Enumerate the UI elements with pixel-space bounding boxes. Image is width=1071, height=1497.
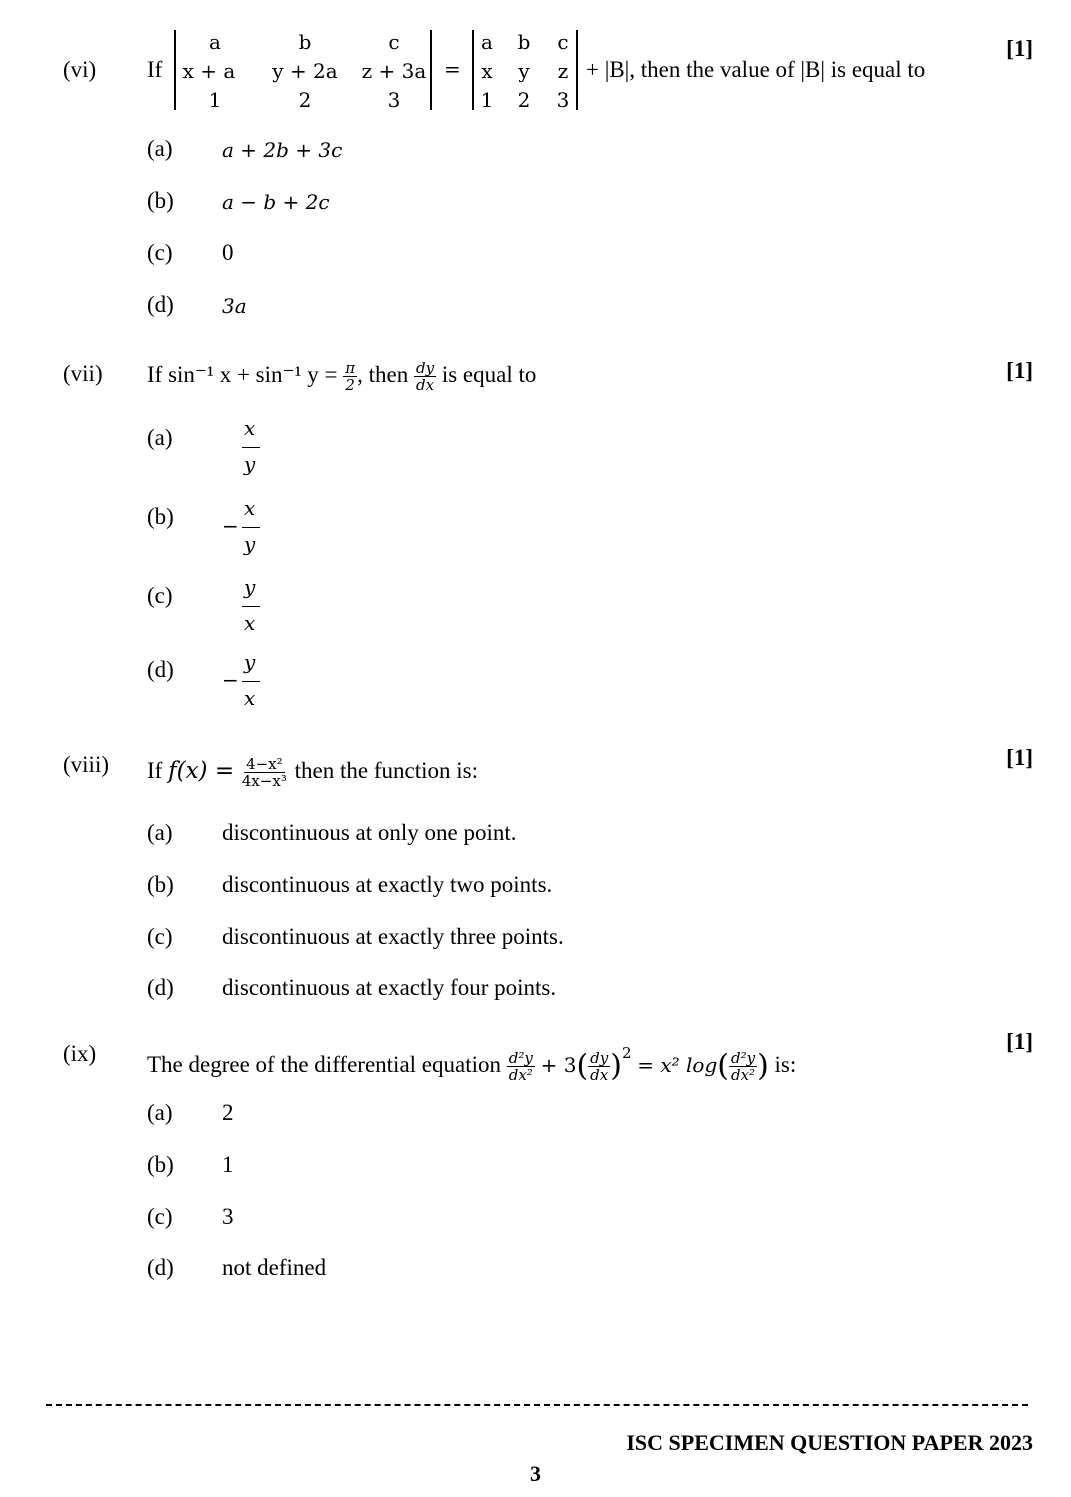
option-text: 1 [222,1152,234,1177]
option-label: (a) [147,425,173,450]
marks-badge: [1] [1006,745,1033,770]
question-number: (ix) [63,1041,97,1066]
det-cell: c [557,30,569,54]
option-text: discontinuous at exactly two points. [222,872,553,897]
det-cell: 2 [517,88,531,112]
option-text: not defined [222,1255,327,1280]
stem-text: is equal to [441,362,537,387]
det-cell: y + 2a [272,59,338,83]
option-fraction: − y x [222,650,262,714]
det-cell: c [388,30,400,54]
determinant-left [172,30,434,110]
stem-text: then the function is: [294,758,478,783]
option-text: 0 [222,240,234,265]
equals-sign: = [444,57,461,81]
fraction-d2y-dx2: $\frac{\text{d²y}}{\text{dx²}}$ [730,1048,756,1085]
option-fraction: − x y [222,496,262,560]
det-cell: 1 [208,88,222,112]
question-stem-prefix: If [147,57,163,82]
option-label: (b) [147,1152,174,1177]
question-number: (viii) [63,752,109,777]
footer-divider [46,1404,1028,1406]
det-cell: x + a [182,59,236,83]
det-cell: z + 3a [361,59,427,83]
footer-title: ISC SPECIMEN QUESTION PAPER 2023 [626,1430,1033,1455]
option-label: (c) [147,924,173,949]
option-text: a − b + 2c [222,190,330,214]
option-label: (b) [147,188,174,213]
rhs: = x² log [637,1053,718,1077]
det-cell: 2 [298,88,312,112]
marks-badge: [1] [1006,36,1033,61]
fraction-dy-dx: $\frac{dy}{dx}$ [415,358,435,395]
det-cell: x [481,59,493,83]
det-cell: a [481,30,493,54]
question-stem [147,746,478,796]
exponent: 2 [621,1044,632,1062]
option-label: (d) [147,292,174,317]
question-stem [147,353,536,397]
determinant-right [470,30,580,110]
fraction-f: $\frac{\text{4−x²}}{\text{4x−x³}}$ [241,754,287,791]
option-label: (a) [147,820,173,845]
plus-three: + 3 [540,1053,577,1077]
stem-text: If sin⁻¹ x + sin⁻¹ y = [147,362,338,387]
option-fraction: y x [222,575,262,639]
option-label: (c) [147,240,173,265]
option-label: (a) [147,136,173,161]
function-label: f(x) = [168,758,235,784]
det-cell: 1 [480,88,494,112]
stem-text: , then [357,362,409,387]
option-text: discontinuous at exactly four points. [222,975,557,1000]
option-label: (d) [147,975,174,1000]
page-number: 3 [530,1461,541,1486]
fraction-pi-over-2: $\frac{\pi}{2}$ [345,358,356,395]
det-cell: 3 [387,88,401,112]
marks-badge: [1] [1006,358,1033,383]
option-text: 3a [222,294,247,318]
stem-text: is: [774,1052,797,1077]
option-text: discontinuous at only one point. [222,820,517,845]
stem-text: If [147,758,163,783]
option-text: 2 [222,1100,234,1125]
det-cell: 3 [556,88,570,112]
option-label: (b) [147,504,174,529]
option-label: (c) [147,1204,173,1229]
fraction-d2y-dx2: $\frac{\text{d²y}}{\text{dx²}}$ [508,1048,533,1085]
det-cell: b [517,30,531,54]
option-text: 3 [222,1204,234,1229]
option-label: (d) [147,1255,174,1280]
option-label: (d) [147,657,174,682]
det-cell: a [209,30,221,54]
det-cell: z [557,59,569,83]
option-label: (c) [147,583,173,608]
stem-text: The degree of the differential equation [147,1052,501,1077]
option-text: discontinuous at exactly three points. [222,924,564,949]
fraction-dy-dx: $\frac{dy}{dx}$ [590,1048,609,1085]
question-stem-suffix: + |B|, then the value of |B| is equal to [586,57,926,82]
option-text: a + 2b + 3c [222,138,343,162]
question-stem: The degree of the differential equation $\frac{\text{d²y}}{\text{dx²}}$ + 3( $\frac{dy}{dx}$ )$^2$ = x² log( $\frac{\text{d²y}}{\text{dx²}}$ ) is: [147,1044,797,1085]
option-label: (a) [147,1100,173,1125]
question-number: (vii) [63,361,103,386]
question-number: (vi) [63,57,97,82]
det-cell: b [298,30,312,54]
marks-badge: [1] [1006,1029,1033,1054]
det-cell: y [518,59,530,83]
option-label: (b) [147,872,174,897]
option-fraction: x y [222,416,262,480]
